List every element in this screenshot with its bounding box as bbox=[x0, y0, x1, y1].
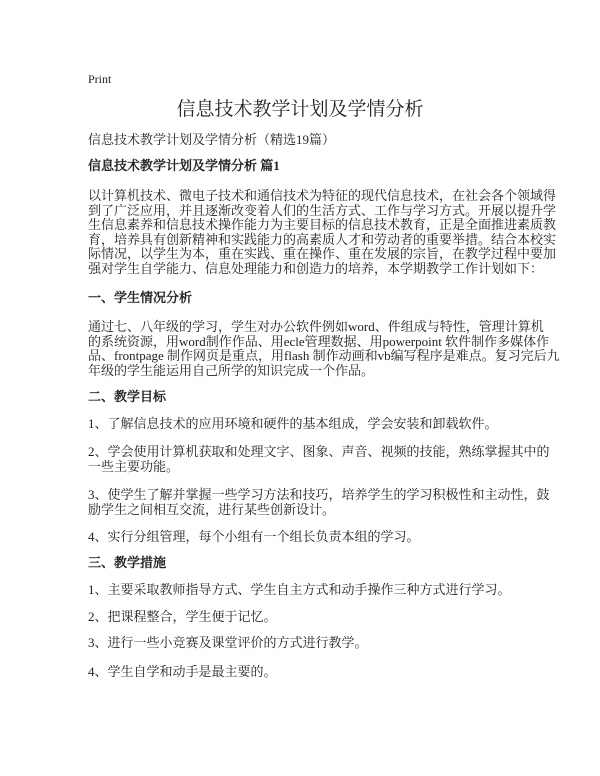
list-item: 2、学会使用计算机获取和处理文字、图象、声音、视频的技能，熟练掌握其中的 一些主要功能。 bbox=[88, 444, 550, 474]
section-heading: 二、教学目标 bbox=[88, 389, 167, 404]
list-item: 1、了解信息技术的应用环境和硬件的基本组成，学会安装和卸载软件。 bbox=[88, 416, 498, 431]
section-paragraph: 通过七、八年级的学习，学生对办公软件例如word、件组成与特性，管理计算机 的系统资源，用word制作作品、用ecle管理数据、用powerpoint 软件制作多媒体作 品、frontpage 制作网页是重点，用flash 制作动画和vb编写程序是难点。复习完后九 年级的学生能运用自己所学的知识完成一个作品。 bbox=[88, 319, 560, 378]
list-item: 3、进行一些小竞赛及课堂评价的方式进行教学。 bbox=[88, 635, 368, 650]
list-item: 2、把课程整合，学生便于记忆。 bbox=[88, 609, 277, 624]
section-heading: 一、学生情况分析 bbox=[88, 290, 193, 305]
print-label: Print bbox=[88, 72, 112, 86]
list-item: 4、实行分组管理，每个小组有一个组长负责本组的学习。 bbox=[88, 529, 420, 544]
page-title: 信息技术教学计划及学情分析 bbox=[176, 99, 424, 120]
list-item: 1、主要采取教师指导方式、学生自主方式和动手操作三种方式进行学习。 bbox=[88, 582, 511, 597]
list-item: 4、学生自学和动手是最主要的。 bbox=[88, 664, 277, 679]
list-item: 3、使学生了解并掌握一些学习方法和技巧，培养学生的学习积极性和主动性，鼓 励学生之间相互交流，进行某些创新设计。 bbox=[88, 487, 550, 517]
section-heading: 三、教学措施 bbox=[88, 555, 167, 570]
subtitle: 信息技术教学计划及学情分析（精选19篇） bbox=[88, 132, 336, 147]
intro-paragraph: 以计算机技术、微电子技术和通信技术为特征的现代信息技术，在社会各个领域得 到了广泛应用，并且逐渐改变着人们的生活方式、工作与学习方式。开展以提升学 生信息素养和信息技术操作能力为主要目标的信息技术教育，正是全面推进素质教 育，培养具有创新精神和实践能力的高素质人才和劳动者的重要举措。结合本校实 际情况，以学生为本，重在实践、重在操作、重在发展的宗旨，在教学过程中要加 强对学生自学能力、信息处理能力和创造力的培养，本学期教学工作计划如下： bbox=[88, 188, 557, 276]
article-heading: 信息技术教学计划及学情分析 篇1 bbox=[88, 158, 280, 173]
